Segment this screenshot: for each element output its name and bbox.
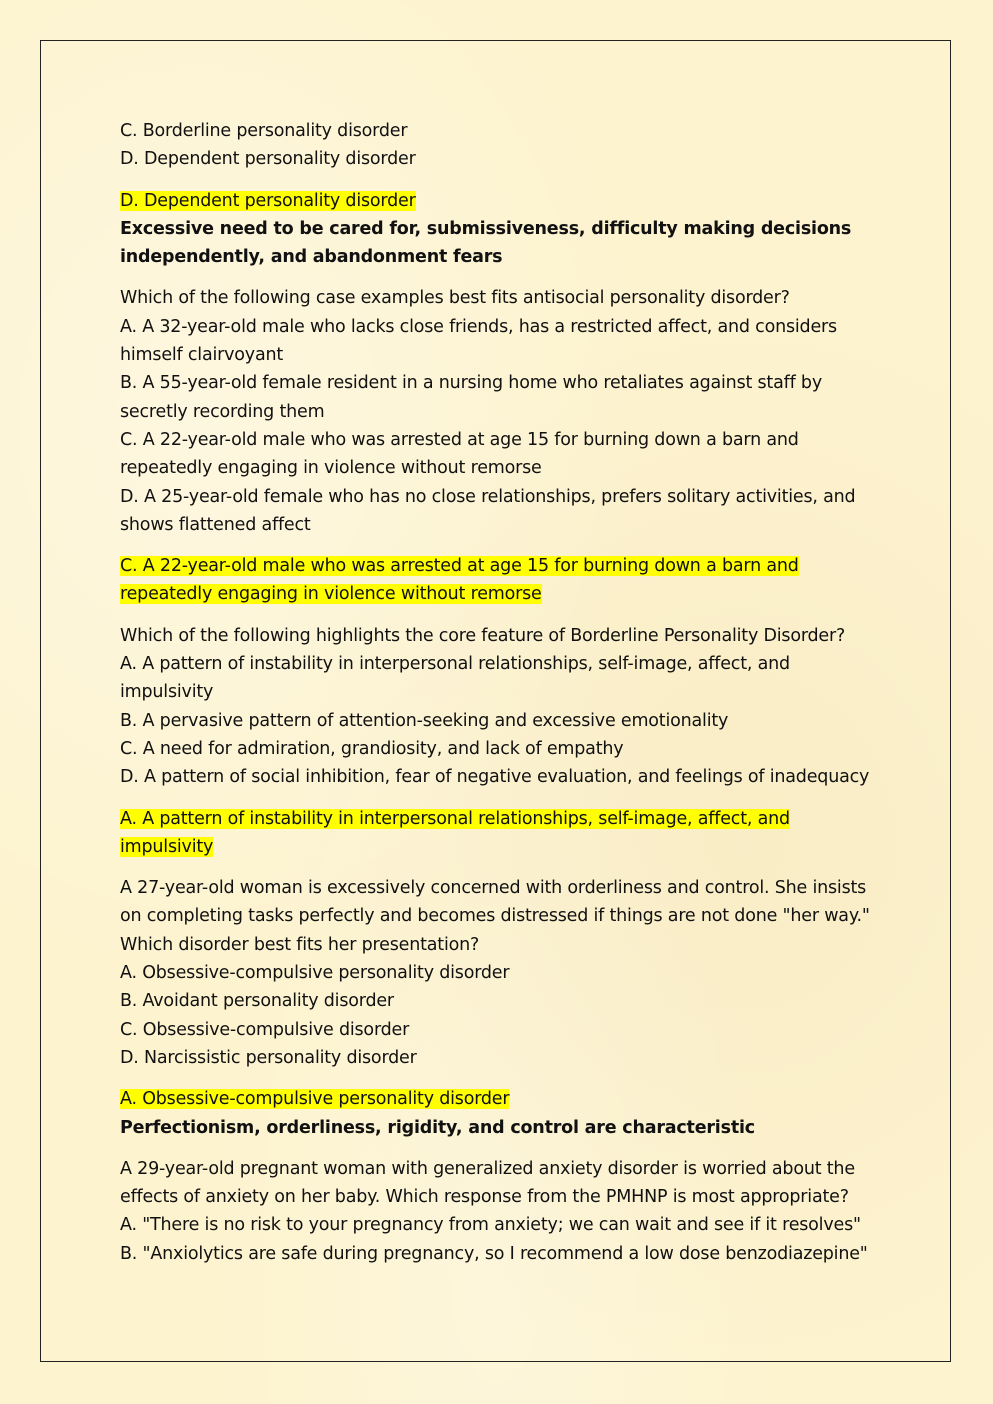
answer-highlight: impulsivity [120, 836, 214, 857]
option-a: A. A pattern of instability in interpersonal relationships, self-image, affect, and impulsivity [120, 654, 790, 703]
answer-highlight: repeatedly engaging in violence without remorse [120, 584, 542, 605]
question-block [120, 874, 870, 1072]
answer-block [120, 552, 870, 609]
answer-highlight: A. Obsessive-compulsive personality disorder [120, 1089, 510, 1110]
question-stem: A 27-year-old woman is excessively concerned with orderliness and control. She insists on completing tasks perfectly and becomes distressed if things are not done "her way." Which disorder best fits her presentation? [120, 878, 870, 955]
option-a: A. Obsessive-compulsive personality disorder [120, 963, 510, 984]
option-b: B. "Anxiolytics are safe during pregnancy, so I recommend a low dose benzodiazepine" [120, 1243, 868, 1264]
question-stem: Which of the following highlights the core feature of Borderline Personality Disorder? [120, 625, 846, 646]
option-c: C. A need for admiration, grandiosity, and lack of empathy [120, 738, 624, 759]
option-b: B. A pervasive pattern of attention-seeking and excessive emotionality [120, 710, 729, 731]
answer-rationale: Perfectionism, orderliness, rigidity, and control are characteristic [120, 1117, 755, 1138]
answer-highlight: A. A pattern of instability in interpersonal relationships, self-image, affect, and [120, 808, 790, 829]
answer-rationale: Excessive need to be cared for, submissiveness, difficulty making decisions independently, and abandonment fears [120, 218, 852, 268]
option-c: C. A 22-year-old male who was arrested at age 15 for burning down a barn and repeatedly engaging in violence without remorse [120, 429, 799, 479]
answer-highlight: C. A 22-year-old male who was arrested at age 15 for burning down a barn and [120, 556, 799, 577]
option-c: C. Borderline personality disorder [120, 121, 408, 141]
question-stem: Which of the following case examples best fits antisocial personality disorder? [120, 288, 790, 309]
question-block [120, 284, 870, 539]
option-a: A. "There is no risk to your pregnancy from anxiety; we can wait and see if it resolves" [120, 1215, 861, 1236]
question-block [120, 117, 870, 174]
option-a: A. A 32-year-old male who lacks close friends, has a restricted affect, and considers himself clairvoyant [120, 316, 837, 366]
option-b: B. A 55-year-old female resident in a nursing home who retaliates against staff by secretly recording them [120, 373, 822, 422]
answer-block [120, 187, 870, 272]
option-b: B. Avoidant personality disorder [120, 991, 394, 1012]
option-d: D. Dependent personality disorder [120, 149, 416, 170]
answer-block [120, 805, 870, 862]
document-body [120, 117, 870, 1268]
option-d: D. A pattern of social inhibition, fear of negative evaluation, and feelings of inadequacy [120, 767, 870, 788]
option-d: D. Narcissistic personality disorder [120, 1047, 417, 1068]
option-c: C. Obsessive-compulsive disorder [120, 1019, 410, 1040]
answer-block [120, 1085, 870, 1142]
option-d: D. A 25-year-old female who has no close relationships, prefers solitary activities, and shows flattened affect [120, 486, 856, 535]
question-block [120, 1155, 870, 1268]
question-stem: A 29-year-old pregnant woman with generalized anxiety disorder is worried about the effects of anxiety on her baby. Which response from the PMHNP is most appropriate? [120, 1158, 855, 1208]
question-block [120, 622, 870, 792]
answer-highlight: D. Dependent personality disorder [120, 190, 416, 211]
